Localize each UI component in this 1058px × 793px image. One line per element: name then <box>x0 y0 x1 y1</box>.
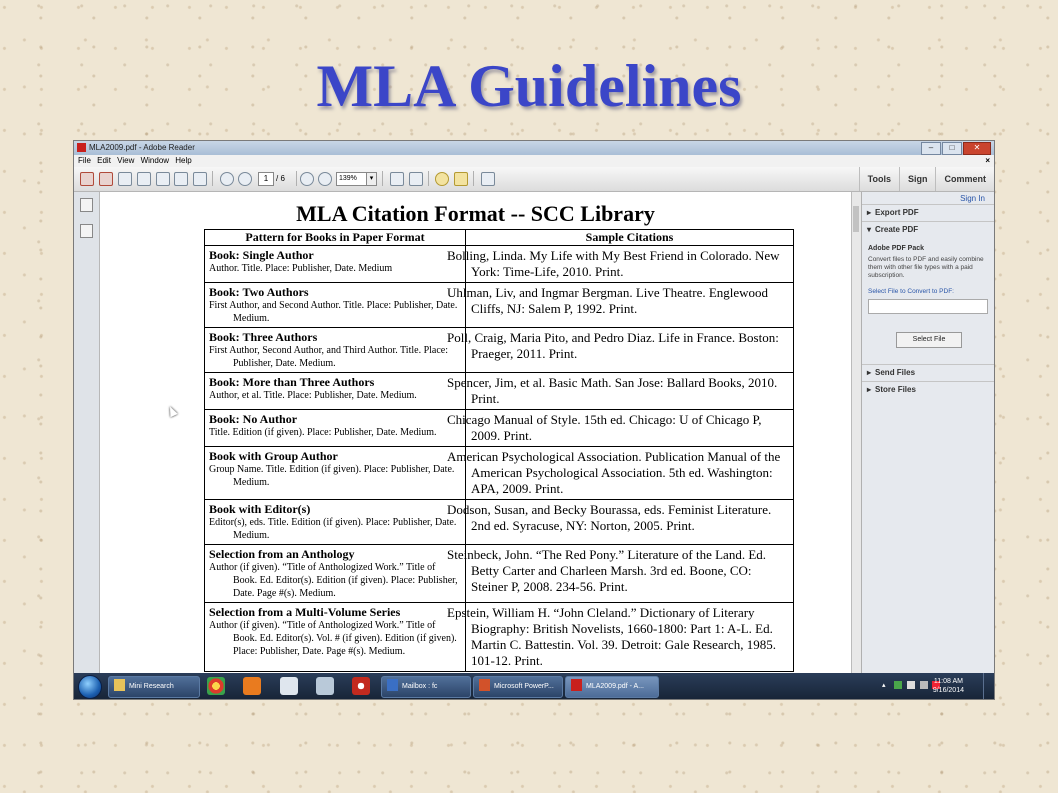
sample-citation: Epstein, William H. “John Cleland.” Dictionary of Literary Biography: British Novelists, 1660-1800: Part 1: A-L. Ed. Martin C. Battestin. Vol. 39. Detroit: Gale Research, 1985. 101-12. Print. <box>466 603 794 672</box>
print-icon[interactable] <box>174 172 188 186</box>
next-page-icon[interactable] <box>238 172 252 186</box>
email-icon[interactable] <box>193 172 207 186</box>
pattern-heading: Book with Group Author <box>209 449 338 463</box>
chevron-right-icon: ▸ <box>867 385 872 394</box>
send-files-section[interactable]: ▸ Send Files <box>862 364 995 380</box>
start-button[interactable] <box>78 675 102 699</box>
taskbar-item-mini-research[interactable]: Mini Research <box>108 676 200 698</box>
pack-title: Adobe PDF Pack <box>868 245 925 252</box>
network-icon[interactable] <box>920 681 928 689</box>
scrollbar-thumb[interactable] <box>853 206 859 232</box>
pattern-heading: Book: No Author <box>209 412 298 426</box>
pattern-heading: Selection from a Multi-Volume Series <box>209 605 401 619</box>
combine-files-icon[interactable] <box>99 172 113 186</box>
zoom-input[interactable]: 139% <box>336 172 368 186</box>
sample-citation: Bolling, Linda. My Life with My Best Friend in Colorado. New York: Time-Life, 2010. Print. <box>466 246 794 283</box>
fit-page-icon[interactable] <box>390 172 404 186</box>
pattern-text: Title. Edition (if given). Place: Publisher, Date. Medium. <box>209 427 437 438</box>
navigation-pane <box>74 192 100 673</box>
slide-title: MLA Guidelines <box>316 53 742 119</box>
taskbar-item-mailbox[interactable]: Mailbox : fc <box>381 676 471 698</box>
taskbar-item-adobe-reader[interactable]: MLA2009.pdf - A... <box>565 676 659 698</box>
tray-arrow-icon[interactable]: ▴ <box>882 682 886 689</box>
pattern-heading: Selection from an Anthology <box>209 547 355 561</box>
tab-tools[interactable]: Tools <box>859 167 899 191</box>
menu-help[interactable]: Help <box>175 156 192 165</box>
export-pdf-section[interactable]: ▸ Export PDF <box>862 204 995 220</box>
table-row <box>205 545 794 603</box>
highlight-icon[interactable] <box>454 172 468 186</box>
screenshot-window <box>73 140 995 700</box>
pattern-text: Group Name. Title. Edition (if given). Place: Publisher, Date. Medium. <box>209 464 455 488</box>
zoom-in-icon[interactable] <box>318 172 332 186</box>
zoom-out-icon[interactable] <box>300 172 314 186</box>
pattern-text: Author (if given). “Title of Anthologized Work.” Title of Book. Ed. Editor(s). Vol. # (if given). Edition (if given). Place: Publisher, Date. Page #(s). Medium. <box>209 620 457 657</box>
pattern-heading: Book with Editor(s) <box>209 502 311 516</box>
expand-icon[interactable] <box>481 172 495 186</box>
attachments-icon[interactable] <box>80 224 93 238</box>
maximize-button[interactable]: □ <box>942 142 962 155</box>
table-row <box>205 373 794 410</box>
minimize-button[interactable]: – <box>921 142 941 155</box>
menu-view[interactable]: View <box>117 156 135 165</box>
table-row <box>205 246 794 283</box>
document-title: MLA Citation Format -- SCC Library <box>296 201 655 226</box>
column-header: Sample Citations <box>466 230 794 246</box>
taskbar-item-powerpoint[interactable]: Microsoft PowerP... <box>473 676 563 698</box>
pattern-text: Editor(s), eds. Title. Edition (if given). Place: Publisher, Date. Medium. <box>209 517 457 541</box>
vertical-scrollbar[interactable] <box>851 192 861 673</box>
outlook-icon <box>387 679 398 691</box>
table-row <box>205 328 794 373</box>
pattern-text: Author (if given). “Title of Anthologized Work.” Title of Book. Ed. Editor(s). Edition (if given). Place: Publisher, Date. Page #(s). Medium. <box>209 562 458 599</box>
show-desktop-button[interactable] <box>983 673 994 699</box>
page-count: / 6 <box>276 174 285 183</box>
pattern-text: Author, et al. Title. Place: Publisher, Date. Medium. <box>209 390 417 401</box>
pattern-text: First Author, and Second Author. Title. Place: Publisher, Date. Medium. <box>209 300 458 324</box>
window-title: MLA2009.pdf - Adobe Reader <box>89 143 195 152</box>
toolbar <box>74 167 994 192</box>
sample-citation: Spencer, Jim, et al. Basic Math. San Jose: Ballard Books, 2010. Print. <box>466 373 794 410</box>
sample-citation: Poll, Craig, Maria Pito, and Pedro Diaz. Life in France. Boston: Praeger, 2011. Print. <box>466 328 794 373</box>
tab-comment[interactable]: Comment <box>935 167 994 191</box>
chevron-right-icon: ▸ <box>867 368 872 377</box>
taskbar <box>74 673 994 699</box>
window-titlebar[interactable] <box>74 141 994 155</box>
chevron-down-icon: ▾ <box>867 225 872 234</box>
menu-edit[interactable]: Edit <box>97 156 111 165</box>
pack-description: Convert files to PDF and easily combine them with other file types with a paid subscription. <box>868 256 984 279</box>
pdf-icon <box>571 679 582 691</box>
edit-icon[interactable] <box>118 172 132 186</box>
menu-file[interactable]: File <box>78 156 91 165</box>
table-row <box>205 410 794 447</box>
clock[interactable]: 11:08 AM 9/16/2014 <box>932 678 964 694</box>
column-header: Pattern for Books in Paper Format <box>205 230 466 246</box>
menu-bar <box>74 155 994 167</box>
previous-page-icon[interactable] <box>220 172 234 186</box>
sample-citation: Uhlman, Liv, and Ingmar Bergman. Live Theatre. Englewood Cliffs, NJ: Salem P, 1992. Print. <box>466 283 794 328</box>
table-row <box>205 500 794 545</box>
chrome-icon[interactable] <box>207 677 225 695</box>
page-thumbnails-icon[interactable] <box>80 198 93 212</box>
table-row <box>205 283 794 328</box>
comment-icon[interactable] <box>435 172 449 186</box>
tools-panel <box>861 192 995 673</box>
page-number-input[interactable]: 1 <box>258 172 274 186</box>
sample-citation: American Psychological Association. Publication Manual of the American Psychological Association. 5th ed. Washington: APA, 2009. Print. <box>466 447 794 500</box>
sample-citation: Chicago Manual of Style. 15th ed. Chicago: U of Chicago P, 2009. Print. <box>466 410 794 447</box>
sample-citation: Dodson, Susan, and Becky Bourassa, eds. Feminist Literature. 2nd ed. Syracuse, NY: Norton, 2005. Print. <box>466 500 794 545</box>
create-pdf-icon[interactable] <box>80 172 94 186</box>
adobe-reader-icon <box>77 143 86 152</box>
cloud-icon[interactable] <box>137 172 151 186</box>
select-file-label: Select File to Convert to PDF: <box>868 288 954 295</box>
document-viewport[interactable] <box>100 192 851 673</box>
table-row <box>205 603 794 672</box>
create-pdf-section[interactable]: ▾ Create PDF <box>862 221 995 237</box>
pattern-heading: Book: Three Authors <box>209 330 318 344</box>
select-file-input[interactable] <box>868 299 988 314</box>
table-row <box>205 447 794 500</box>
close-document-button[interactable]: × <box>985 156 990 165</box>
pattern-heading: Book: Two Authors <box>209 285 309 299</box>
save-icon[interactable] <box>156 172 170 186</box>
citation-table <box>204 229 794 672</box>
pattern-heading: Book: More than Three Authors <box>209 375 375 389</box>
media-player-icon[interactable] <box>243 677 261 695</box>
chevron-right-icon: ▸ <box>867 208 872 217</box>
zoom-dropdown-icon[interactable]: ▾ <box>366 172 377 186</box>
sign-in-link[interactable]: Sign In <box>960 194 985 203</box>
folder-icon <box>114 679 125 691</box>
powerpoint-icon <box>479 679 490 691</box>
close-button[interactable]: ✕ <box>963 142 991 155</box>
document-icon[interactable] <box>280 677 298 695</box>
sample-citation: Steinbeck, John. “The Red Pony.” Literature of the Land. Ed. Betty Carter and Charleen Marsh. 3rd ed. Boone, CO: Steiner P, 2008. 234-56. Print. <box>466 545 794 603</box>
app-icon[interactable] <box>352 677 370 695</box>
pattern-text: First Author, Second Author, and Third Author. Title. Place: Publisher, Date. Medium. <box>209 345 449 369</box>
tab-sign[interactable]: Sign <box>899 167 936 191</box>
flag-icon[interactable] <box>907 681 915 689</box>
pattern-text: Author. Title. Place: Publisher, Date. Medium <box>209 263 393 274</box>
pdf-page <box>100 192 851 673</box>
select-file-button[interactable]: Select File <box>896 332 962 348</box>
notepad-icon[interactable] <box>316 677 334 695</box>
tray-app-icon[interactable] <box>894 681 902 689</box>
full-screen-icon[interactable] <box>409 172 423 186</box>
system-tray <box>874 673 994 699</box>
pattern-heading: Book: Single Author <box>209 248 314 262</box>
menu-window[interactable]: Window <box>140 156 170 165</box>
store-files-section[interactable]: ▸ Store Files <box>862 381 995 397</box>
